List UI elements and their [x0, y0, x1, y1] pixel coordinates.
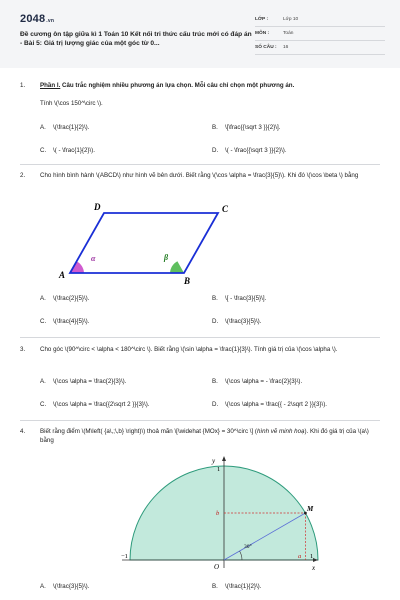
document-header [0, 0, 400, 68]
meta-value: 16 [283, 44, 289, 50]
meta-value: Toán [283, 30, 294, 36]
meta-row-class [255, 13, 385, 27]
meta-row-count [255, 41, 385, 55]
option-c[interactable]: C. \(\frac{4}{5}\). [40, 318, 90, 325]
beta-label: β [164, 253, 169, 262]
y-axis-label: y [212, 457, 216, 465]
option-b[interactable]: B. \(\cos \alpha = - \frac{2}{3}\). [212, 378, 303, 385]
alpha-label: α [91, 254, 96, 263]
angle-label: 30° [244, 544, 252, 550]
divider [20, 420, 380, 421]
divider [20, 337, 380, 338]
question-3 [20, 346, 380, 421]
origin-label: O [214, 563, 220, 571]
question-prompt: Biết rằng điểm \(M\left( {a\,;\,b} \right)\) thoả mãn \[\widehat {MOx} = 30^\circ \] (hình vẽ minh hoạ). Khi đó giá trị của \(a\) bằng [40, 428, 369, 444]
a-label: a [298, 553, 302, 560]
option-b[interactable]: B. \(\frac{1}{2}\). [212, 583, 262, 590]
question-prompt: Cho hình bình hành \(ABCD\) như hình vẽ bên dưới. Biết rằng \(\cos \alpha = \frac{3}{5}\). Khi đó \(\cos \beta \) bằng [40, 172, 359, 179]
question-text [40, 82, 375, 91]
part-instruction: Câu trắc nghiệm nhiều phương án lựa chọn. Mỗi câu chỉ chọn một phương án. [60, 82, 295, 89]
parallelogram-figure [38, 200, 238, 288]
question-prompt: Cho góc \(90^\circ < \alpha < 180^\circ \). Biết rằng \(\sin \alpha = \frac{1}{3}\). Tính giá trị của \(\cos \alpha \). [40, 346, 338, 353]
question-number: 2. [20, 172, 26, 179]
meta-key: MÔN : [255, 30, 270, 36]
vertex-d-label: D [94, 202, 101, 212]
option-d[interactable]: D. \( - \frac{{\sqrt 3 }}{2}\). [212, 147, 287, 154]
question-2 [20, 172, 380, 337]
option-c[interactable]: C. \( - \frac{1}{2}\). [40, 147, 95, 154]
option-b[interactable]: B. \[\frac{{\sqrt 3 }}{2}\]. [212, 124, 281, 131]
option-c[interactable]: C. \(\cos \alpha = \frac{{2\sqrt 2 }}{3}\). [40, 401, 150, 408]
meta-row-subject [255, 27, 385, 41]
meta-key: SỐ CÂU : [255, 44, 277, 50]
one-right-label: 1 [310, 553, 314, 560]
beta-angle-mark [170, 261, 184, 273]
part-label: Phần I. [40, 82, 61, 89]
meta-key: LỚP : [255, 16, 269, 22]
logo-suffix: .vn [46, 18, 55, 24]
meta-value: Lớp 10 [283, 16, 299, 22]
document-meta [255, 13, 385, 55]
unit-semicircle-figure [120, 454, 320, 572]
neg-one-label: −1 [121, 553, 128, 560]
question-4 [20, 428, 380, 600]
option-a[interactable]: A. \(\cos \alpha = \frac{2}{3}\). [40, 378, 127, 385]
b-label: b [216, 510, 220, 517]
document-title: Đề cương ôn tập giữa kì 1 Toán 10 Kết nối tri thức cấu trúc mới có đáp án - Bài 5: Giá trị lượng giác của một góc từ 0... [20, 31, 252, 47]
divider [20, 164, 380, 165]
logo-main: 2048 [20, 13, 46, 25]
m-label: M [307, 505, 314, 513]
vertex-b-label: B [184, 276, 191, 286]
question-1 [20, 82, 380, 162]
option-d[interactable]: D. \(\cos \alpha = \frac{{ - 2\sqrt 2 }}{3}\). [212, 401, 327, 408]
y-axis-arrow [222, 456, 226, 461]
question-number: 1. [20, 82, 26, 89]
option-a[interactable]: A. \(\frac{1}{2}\). [40, 124, 90, 131]
question-prompt: Tính \(\cos 150^\circ \). [40, 100, 103, 107]
alpha-angle-mark [70, 261, 84, 273]
x-axis-label: x [312, 564, 316, 572]
option-a[interactable]: A. \(\frac{3}{5}\). [40, 583, 90, 590]
option-d[interactable]: D. \(\frac{3}{5}\). [212, 318, 262, 325]
site-logo[interactable] [20, 13, 54, 27]
question-number: 3. [20, 346, 26, 353]
vertex-c-label: C [222, 204, 229, 214]
vertex-a-label: A [59, 270, 66, 280]
question-number: 4. [20, 428, 26, 435]
parallelogram-abcd [70, 213, 218, 273]
option-b[interactable]: B. \[ - \frac{3}{5}\]. [212, 295, 267, 302]
option-a[interactable]: A. \(\frac{2}{5}\). [40, 295, 90, 302]
one-top-label: 1 [217, 466, 221, 473]
